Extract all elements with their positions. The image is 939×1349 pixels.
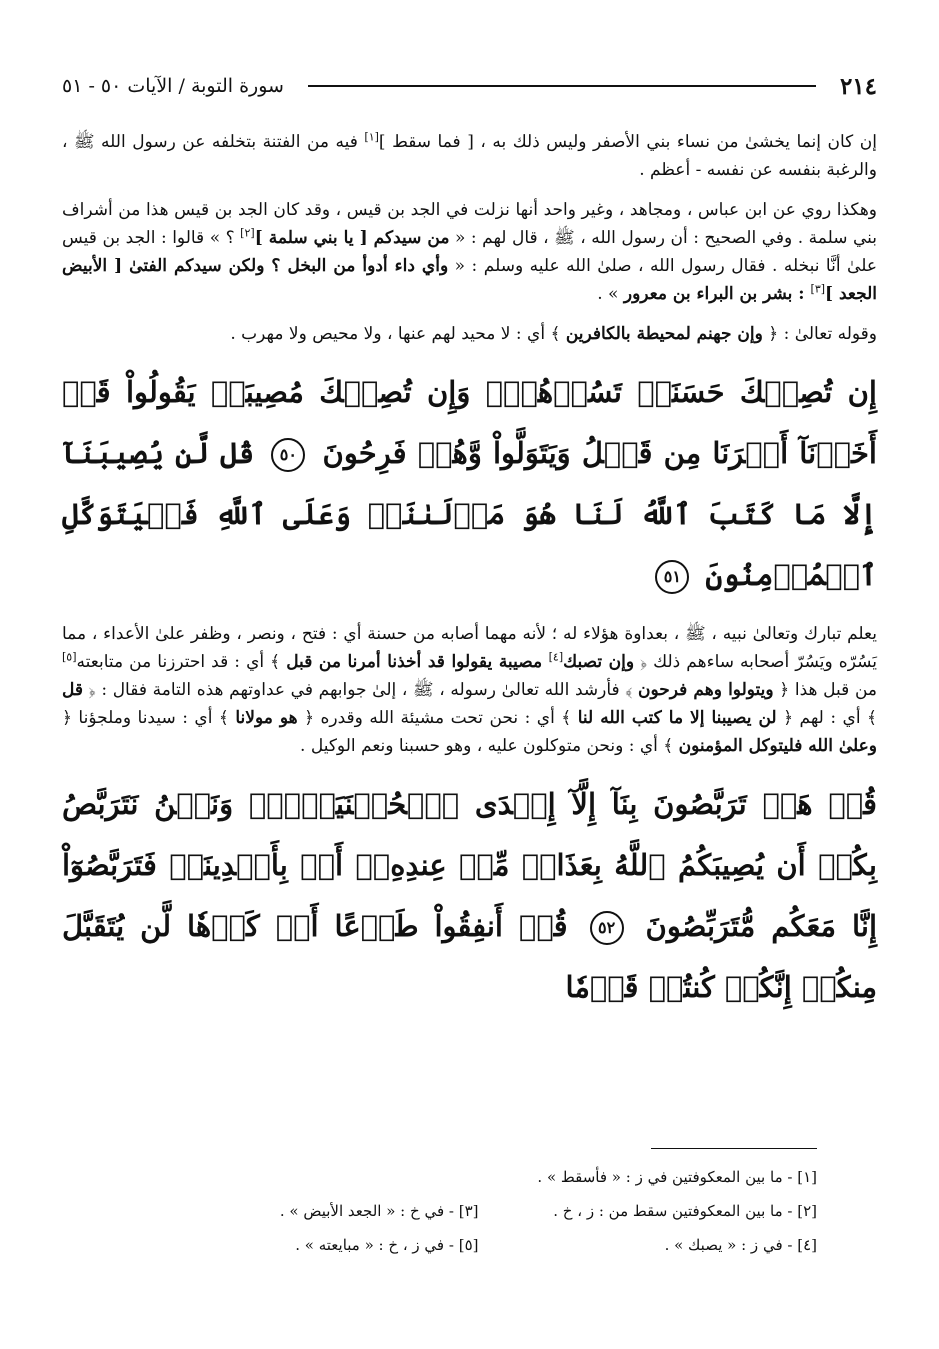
footnote-2: [٢] - ما بين المعكوفتين سقط من : ز ، خ . bbox=[553, 1202, 817, 1220]
verse-quote: وإن تصبك bbox=[563, 652, 635, 672]
hadith-quote: : بشر بن البراء بن معرور bbox=[623, 284, 811, 304]
quran-text: قُلۡ هَلۡ تَرَبَّصُونَ بِنَآ إِلَّآ إِحۡدَى ٱلۡحُسۡنَيَيۡنِۖ وَنَحۡنُ نَتَرَبَّصُ بِكُمۡ أَن يُصِيبَكُمُ ٱللَّهُ بِعَذَابٖ مِّنۡ عِندِهِۦٓ أَوۡ بِأَيۡدِينَاۖ فَتَرَبَّصُوٓاْ إِنَّا مَعَكُم مُّتَرَبِّصُونَ bbox=[62, 787, 877, 943]
hadith-quote: من سيدكم [ يا بني سلمة ] bbox=[254, 228, 450, 248]
hadith-quote: وأي داء أدوأ من البخل ؟ ولكن سيدكم الفتىٰ [ الأبيض الجعد ] bbox=[62, 256, 877, 304]
page-body bbox=[62, 128, 877, 1032]
verse-quote: وعلىٰ الله فليتوكل المؤمنون bbox=[678, 736, 877, 756]
text-run: من قبل هذا ﴿ bbox=[773, 680, 877, 700]
quran-verses-50-51 bbox=[62, 362, 877, 606]
quran-verses-52-53 bbox=[62, 774, 877, 1018]
verse-quote: هو مولانا bbox=[235, 708, 298, 728]
footnotes bbox=[140, 1160, 817, 1262]
ayah-number-marker: ٥١ bbox=[655, 560, 689, 594]
surah-title: سورة التوبة / الآيات ٥٠ - ٥١ bbox=[62, 75, 284, 97]
footnote-ref: [٣] bbox=[810, 282, 826, 296]
footnote-row bbox=[140, 1194, 817, 1228]
verse-quote: وإن جهنم لمحيطة بالكافرين bbox=[565, 324, 763, 344]
verse-quote: مصيبة يقولوا قد أخذنا أمرنا من قبل bbox=[286, 652, 549, 672]
page-number: ٢١٤ bbox=[839, 72, 877, 100]
text-run: ﴾ أي : لا محيد لهم عنها ، ولا محيص ولا مهرب . bbox=[230, 324, 566, 344]
text-run: ﴾ فأرشد الله تعالىٰ رسوله ، ﷺ ، إلىٰ جوابهم في عداوتهم هذه التامة فقال : ﴿ bbox=[83, 680, 638, 700]
text-run: وقوله تعالىٰ : ﴿ bbox=[762, 324, 877, 344]
footnote-1: [١] - ما بين المعكوفتين في ز : « فأسقط » . bbox=[537, 1168, 817, 1186]
verse-quote: قل bbox=[62, 680, 84, 700]
text-run: ﴾ أي : نحن تحت مشيئة الله وقدره ﴿ bbox=[297, 708, 578, 728]
footnote-ref: [١] bbox=[364, 130, 379, 144]
ayah-number-marker: ٥٠ bbox=[271, 438, 305, 472]
quran-text: إِن تُصِبۡكَ حَسَنَةٞ تَسُؤۡهُمۡۖ وَإِن تُصِبۡكَ مُصِيبَةٞ يَقُولُواْ قَدۡ أَخَذۡنَآ أَمۡرَنَا مِن قَبۡلُ وَيَتَوَلَّواْ وَّهُمۡ فَرِحُونَ bbox=[62, 375, 877, 470]
ayah-number-marker: ٥٢ bbox=[590, 911, 624, 945]
verse-quote: ويتولوا وهم فرحون bbox=[637, 680, 774, 700]
text-run: » . bbox=[597, 284, 624, 304]
footnote-ref: [٢] bbox=[240, 226, 255, 240]
footnote-3: [٣] - في خ : « الجعد الأبيض » . bbox=[279, 1202, 479, 1220]
paragraph-1 bbox=[62, 128, 877, 184]
quran-text: قُل لَّن يُصِيبَنَآ إِلَّا مَا كَتَبَ ٱللَّهُ لَنَا هُوَ مَوۡلَىٰنَاۚ وَعَلَى ٱللَّهِ فَلۡيَتَوَكَّلِ ٱلۡمُؤۡمِنُونَ bbox=[62, 436, 877, 592]
verse-quote: لن يصيبنا إلا ما كتب الله لنا bbox=[577, 708, 777, 728]
text-run: وهكذا روي عن ابن عباس ، ومجاهد ، وغير واحد أنها نزلت في الجد بن قيس ، وقد كان الجد بن قيس هذا من أشراف بني سلمة . وفي الصحيح : أن رسول الله ، ﷺ ، قال لهم : « bbox=[62, 200, 878, 248]
header-rule bbox=[308, 85, 816, 87]
text-run: يعلم تبارك وتعالىٰ نبيه ، ﷺ ، بعداوة هؤلاء له ؛ لأنه مهما أصابه من حسنة أي : فتح ، ونصر ، وظفر علىٰ الأعداء ، مما يَسُرّه ويَسُرّ أصحابه ساءهم ذلك ﴿ bbox=[62, 624, 877, 672]
paragraph-3 bbox=[62, 320, 877, 348]
text-run: فيه من الفتنة بتخلفه عن رسول الله ﷺ ، والرغبة بنفسه عن نفسه - أعظم . bbox=[62, 132, 877, 180]
footnote-row bbox=[140, 1160, 817, 1194]
text-run: ؟ » قالوا : الجد بن قيس علىٰ أنَّا نبخله . فقال رسول الله ، صلىٰ الله عليه وسلم : « bbox=[62, 228, 877, 276]
text-run: ﴾ أي : ونحن متوكلون عليه ، وهو حسبنا ونعم الوكيل . bbox=[300, 736, 679, 756]
paragraph-2 bbox=[62, 196, 877, 308]
footnote-separator bbox=[651, 1148, 817, 1149]
text-run: إن كان إنما يخشىٰ من نساء بني الأصفر وليس ذلك به ، [ فما سقط ] bbox=[378, 132, 877, 152]
text-run: ﴾ أي : لهم ﴿ bbox=[776, 708, 877, 728]
footnote-4: [٤] - في ز : « يصبك » . bbox=[664, 1236, 817, 1254]
text-run: ﴾ أي : سيدنا وملجؤنا ﴿ bbox=[62, 708, 236, 728]
footnote-ref: [٥] bbox=[62, 650, 77, 664]
footnote-ref: [٤] bbox=[548, 650, 564, 664]
footnote-row bbox=[140, 1228, 817, 1262]
paragraph-4 bbox=[62, 620, 877, 760]
text-run: ﴾ أي : قد احترزنا من متابعته bbox=[76, 652, 287, 672]
footnote-5: [٥] - في ز ، خ : « مبايعته » . bbox=[295, 1236, 479, 1254]
quran-text: قُلۡ أَنفِقُواْ طَوۡعًا أَوۡ كَرۡهٗا لَّن يُتَقَبَّلَ مِنكُمۡ إِنَّكُمۡ كُنتُمۡ قَوۡمٗا bbox=[62, 909, 877, 1004]
page-header bbox=[62, 70, 877, 102]
